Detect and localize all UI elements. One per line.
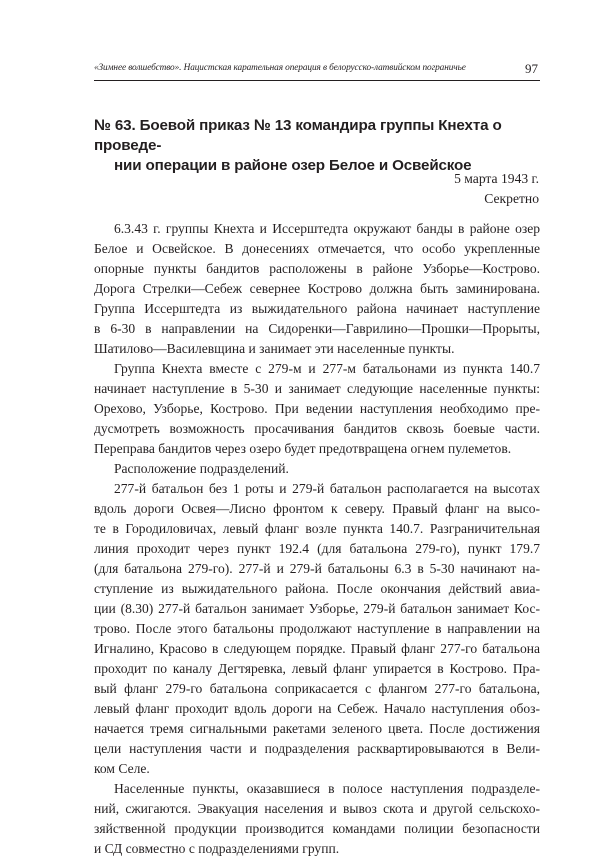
body-line: Дорога Стрелки—Себеж севернее Кострово должна быть заминирована. (94, 281, 540, 296)
body-line: зяйственной продукции производится командами полиции безопасности (94, 821, 540, 836)
body-line: трово. После этого батальоны продолжают наступление в направлении на (94, 621, 540, 636)
document-date: 5 марта 1943 г. (454, 171, 539, 186)
body-line: левый фланг проходит вдоль дороги на Себеж. Начало наступления обоз- (94, 701, 540, 716)
body-line: проходит по каналу Дегтяревка, левый фланг упирается в Кострово. Пра- (94, 661, 540, 676)
body-line: Населенные пункты, оказавшиеся в полосе наступления подразделе- (114, 781, 540, 796)
body-line: 277-й батальон без 1 роты и 279-й батальон располагается на высотах (114, 481, 540, 496)
body-line: начинает наступление в 5-30 и занимает следующие населенные пункты: (94, 381, 540, 396)
running-head (94, 62, 540, 78)
body-line: дусмотреть возможность просачивания бандитов сквозь боевые части. (94, 421, 540, 436)
body-line: Расположение подразделений. (114, 461, 289, 476)
body-line: Группа Кнехта вместе с 279-м и 277-м батальонами из пункта 140.7 (114, 361, 540, 376)
body-line: Переправа бандитов через озеро будет предотвращена огнем пулеметов. (94, 441, 512, 456)
body-line: ком Селе. (94, 761, 150, 776)
body-line: опорные пункты бандитов расположены в районе Узборье—Кострово. (94, 261, 540, 276)
body-line: в 6-30 в направлении на Сидоренки—Гаврилино—Прошки—Прорыты, (94, 321, 540, 336)
body-line: 6.3.43 г. группы Кнехта и Иссерштедта окружают банды в районе озер (114, 221, 540, 236)
body-line: Белое и Освейское. В донесениях отмечается, что особо укрепленные (94, 241, 540, 256)
body-line: Шатилово—Василевщина и занимает эти населенные пункты. (94, 341, 455, 356)
running-title: «Зимнее волшебство». Нацистская карательная операция в белорусско-латвийском пограничье (94, 63, 466, 73)
body-line: и СД совместно с подразделениями групп. (94, 841, 340, 856)
title-line-2: нии операции в районе озер Белое и Освейское (114, 157, 472, 174)
body-line: цели наступления части и подразделения расквартировываются в Вели- (94, 741, 540, 756)
page-number: 97 (525, 61, 538, 76)
body-text (94, 219, 540, 859)
body-line: ции (8.30) 277-й батальон занимает Узборье, 279-й батальон занимает Кос- (94, 601, 540, 616)
title-line-1: № 63. Боевой приказ № 13 командира группы Кнехта о проведе- (94, 117, 502, 154)
body-line: ний, сжигаются. Эвакуация населения и вывоз скота и другой сельскохо- (94, 801, 540, 816)
body-line: начается тремя сигнальными ракетами зеленого цвета. После достижения (94, 721, 540, 736)
body-line: линия проходит через пункт 192.4 (для батальона 279-го), пункт 179.7 (94, 541, 540, 556)
document-classification: Секретно (484, 191, 539, 206)
body-line: вдоль дороги Освея—Лисно фронтом к северу. Правый фланг на высо- (94, 501, 540, 516)
body-line: Орехово, Узборье, Кострово. При ведении наступления необходимо пре- (94, 401, 540, 416)
body-line: (для батальона 279-го). 277-й и 279-й батальоны 6.3 в 5-30 начинают на- (94, 561, 540, 576)
document-meta (454, 169, 539, 209)
body-line: Игналино, Красово в следующем порядке. Правый фланг 277-го батальона (94, 641, 540, 656)
body-line: вый фланг 279-го батальона соприкасается с флангом 277-го батальона, (94, 681, 540, 696)
body-line: Группа Иссерштедта из выжидательного района начинает наступление (94, 301, 540, 316)
body-line: те в Городиловичах, левый фланг возле пункта 140.7. Разграничительная (94, 521, 540, 536)
header-divider (94, 80, 540, 81)
body-line: ступление из выжидательного района. После окончания действий авиа- (94, 581, 540, 596)
document-title (94, 116, 542, 176)
